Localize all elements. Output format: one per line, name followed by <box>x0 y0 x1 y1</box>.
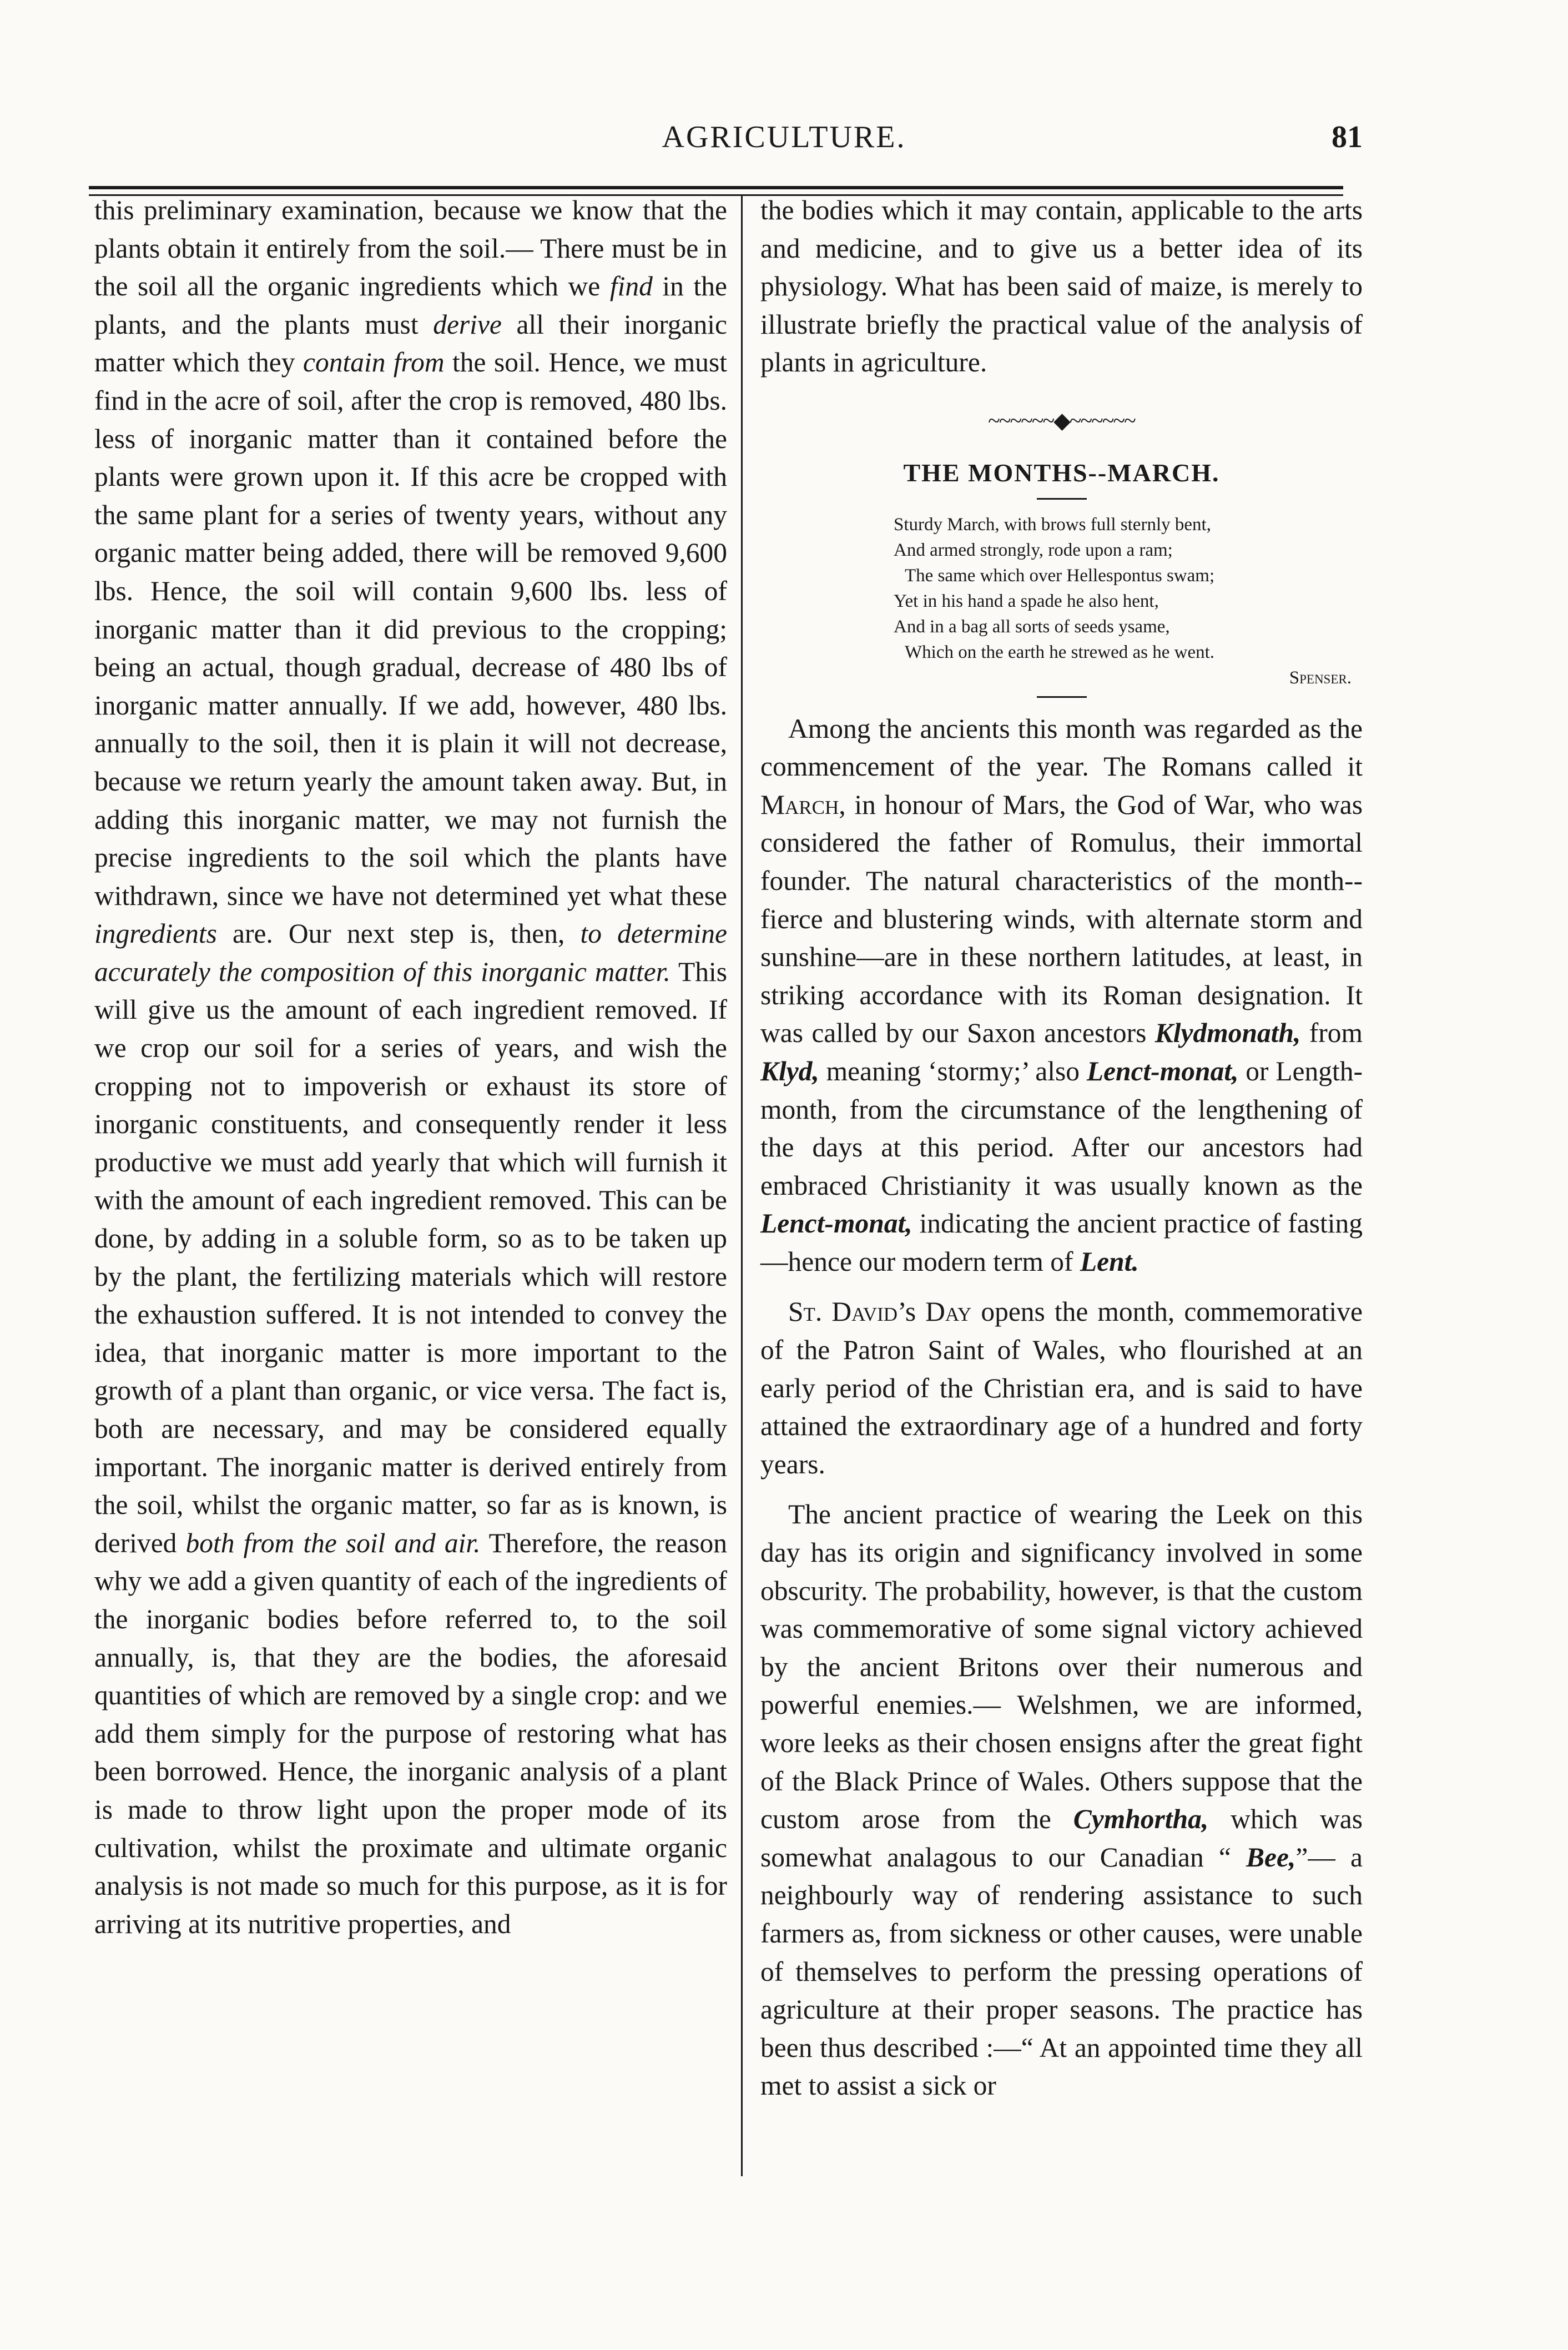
poem-line: And armed strongly, rode upon a ram; <box>894 540 1173 560</box>
italic-run: Cymhortha, <box>1073 1804 1209 1835</box>
text-run: ”— a neighbourly way of rendering assistance to such farmers as, from sickness or other causes, were unable of themselves to perform the pressing operations of agriculture at their proper seasons. The practice has been thus described :—“ At an appointed time they all met to assist a sick or <box>760 1841 1363 2101</box>
italic-run: Bee, <box>1246 1841 1296 1873</box>
italic-run: Lenct-monat, <box>1086 1055 1239 1086</box>
header-rule-thick <box>89 186 1343 189</box>
text-run: This will give us the amount of each ingredient removed. If we crop our soil for a series of years, and wish the cropping not to impoverish or exhaust its store of inorganic constituents, and consequently render it less productive we must add yearly that which will furnish it with the amount of each ingredient removed. This can be done, by adding in a soluble form, so as to be taken up by the plant, the fertilizing materials which will restore the exhaustion suffered. It is not intended to convey the idea, that inorganic matter is more important to the growth of a plant than organic, or vice versa. The fact is, both are necessary, and may be considered equally important. The inorganic matter is derived entirely from the soil, whilst the organic matter, so far as is known, is derived <box>94 956 727 1558</box>
page-number: 81 <box>1332 120 1363 154</box>
text-run: Therefore, the reason why we add a given quantity of each of the ingredients of the inorganic bodies before referred to, to the soil annually, is, that they are the bodies, the aforesaid quantities of which are removed by a single crop: and we add them simply for the purpose of restoring what has been borrowed. Hence, the inorganic analysis of a plant is made to throw light upon the proper mode of its cultivation, whilst the proximate and ultimate organic analysis is not made so much for this purpose, as it is for arriving at its nutritive properties, and <box>94 1527 727 1939</box>
smallcaps-run: St. David <box>788 1296 898 1327</box>
text-run: meaning ‘stormy;’ also <box>819 1055 1087 1086</box>
paragraph-leek <box>760 1496 1363 2105</box>
paragraph-among-the-ancients <box>760 710 1363 1281</box>
text-run: ’s <box>898 1296 926 1327</box>
text-run: or Length-month, from the circumstance of the lengthening of the days at this period. After our ancestors had embraced Christianity it was usually known as the <box>760 1055 1363 1201</box>
poem-attribution: Spenser. <box>1289 667 1352 688</box>
poem-epigraph <box>760 512 1363 665</box>
italic-run: to determine accurately the composition of this inorganic matter. <box>94 918 728 987</box>
italic-run: contain from <box>302 347 445 378</box>
left-paragraph <box>94 192 727 1943</box>
text-run: opens the month, commemorative of the Patron Saint of Wales, who flourished at an early period of the Christian era, and is said to have attained the extraordinary age of a hundred and forty years. <box>760 1296 1363 1480</box>
text-run: in the plants, and the plants must <box>94 271 727 340</box>
text-run: from <box>1300 1018 1363 1049</box>
italic-run: derive <box>433 309 502 340</box>
smallcaps-run: Day <box>925 1296 972 1327</box>
italic-run: ingredients <box>94 918 217 949</box>
smallcaps-run: March <box>760 789 839 820</box>
short-rule <box>1037 498 1087 500</box>
right-column <box>760 192 1363 2105</box>
poem-line: Yet in his hand a spade he also hent, <box>894 591 1159 611</box>
poem-line: And in a bag all sorts of seeds ysame, <box>894 616 1170 637</box>
running-title: AGRICULTURE. <box>662 120 906 154</box>
italic-run: Klyd, <box>760 1055 819 1086</box>
poem-line: The same which over Hellespontus swam; <box>905 565 1215 586</box>
text-run: this preliminary examination, because we know that the plants obtain it entirely from the soil.— There must be in the soil all the organic ingredients which we <box>94 195 727 302</box>
section-title: THE MONTHS--MARCH. <box>903 458 1220 487</box>
column-divider <box>741 194 743 2176</box>
short-rule <box>1037 696 1087 698</box>
poem-line: Which on the earth he strewed as he went. <box>905 642 1215 662</box>
italic-run: find <box>609 271 653 302</box>
text-run: which was somewhat analagous to our Canadian “ <box>760 1804 1363 1873</box>
text-run: Among the ancients this month was regarded as the commencement of the year. The Romans called it <box>760 713 1363 782</box>
left-column <box>94 192 727 1943</box>
poem-line: Sturdy March, with brows full sternly bent, <box>894 514 1211 535</box>
running-head <box>0 119 1568 169</box>
text-run: , in honour of Mars, the God of War, who was considered the father of Romulus, their immortal founder. The natural characteristics of the month--fierce and blustering winds, with alternate storm and sunshine—are in these northern latitudes, at least, in striking accordance with its Roman designation. It was called by our Saxon ancestors <box>760 789 1363 1049</box>
italic-run: Klydmonath, <box>1154 1018 1301 1049</box>
right-paragraph-continuation: the bodies which it may contain, applicable to the arts and medicine, and to give us a better idea of its physiology. What has been said of maize, is merely to illustrate briefly the practical value of the analysis of plants in agriculture. <box>760 195 1363 378</box>
text-run: the soil. Hence, we must find in the acre of soil, after the crop is removed, 480 lbs. less of inorganic matter than it contained before the plants were grown upon it. If this acre be cropped with the same plant for a series of twenty years, without any organic matter being added, there will be removed 9,600 lbs. Hence, the soil will contain 9,600 lbs. less of inorganic matter than it did previous to the cropping; being an actual, though gradual, decrease of 480 lbs of inorganic matter annually. If we add, however, 480 lbs. annually to the soil, then it is plain it will not decrease, because we return yearly the amount taken away. But, in adding this inorganic matter, we may not furnish the precise ingredients to the soil which the plants have withdrawn, since we have not determined yet what these <box>94 347 727 911</box>
text-run: indicating the ancient practice of fasting—hence our modern term of <box>760 1208 1363 1277</box>
italic-run: Lent. <box>1080 1246 1139 1277</box>
ornament-divider: ~~~~~~◆~~~~~~ <box>988 407 1135 433</box>
text-run: are. Our next step is, then, <box>216 918 581 949</box>
text-run: The ancient practice of wearing the Leek on this day has its origin and significancy involved in some obscurity. The probability, however, is that the custom was commemorative of some signal victory achieved by the ancient Britons over their numerous and powerful enemies.— Welshmen, we are informed, wore leeks as their chosen ensigns after the great fight of the Black Prince of Wales. Others suppose that the custom arose from the <box>760 1499 1363 1835</box>
paragraph-st-davids-day <box>760 1293 1363 1483</box>
text-run: all their inorganic matter which they <box>94 309 727 378</box>
italic-run: Lenct-monat, <box>760 1208 912 1239</box>
italic-run: both from the soil and air. <box>185 1527 481 1558</box>
